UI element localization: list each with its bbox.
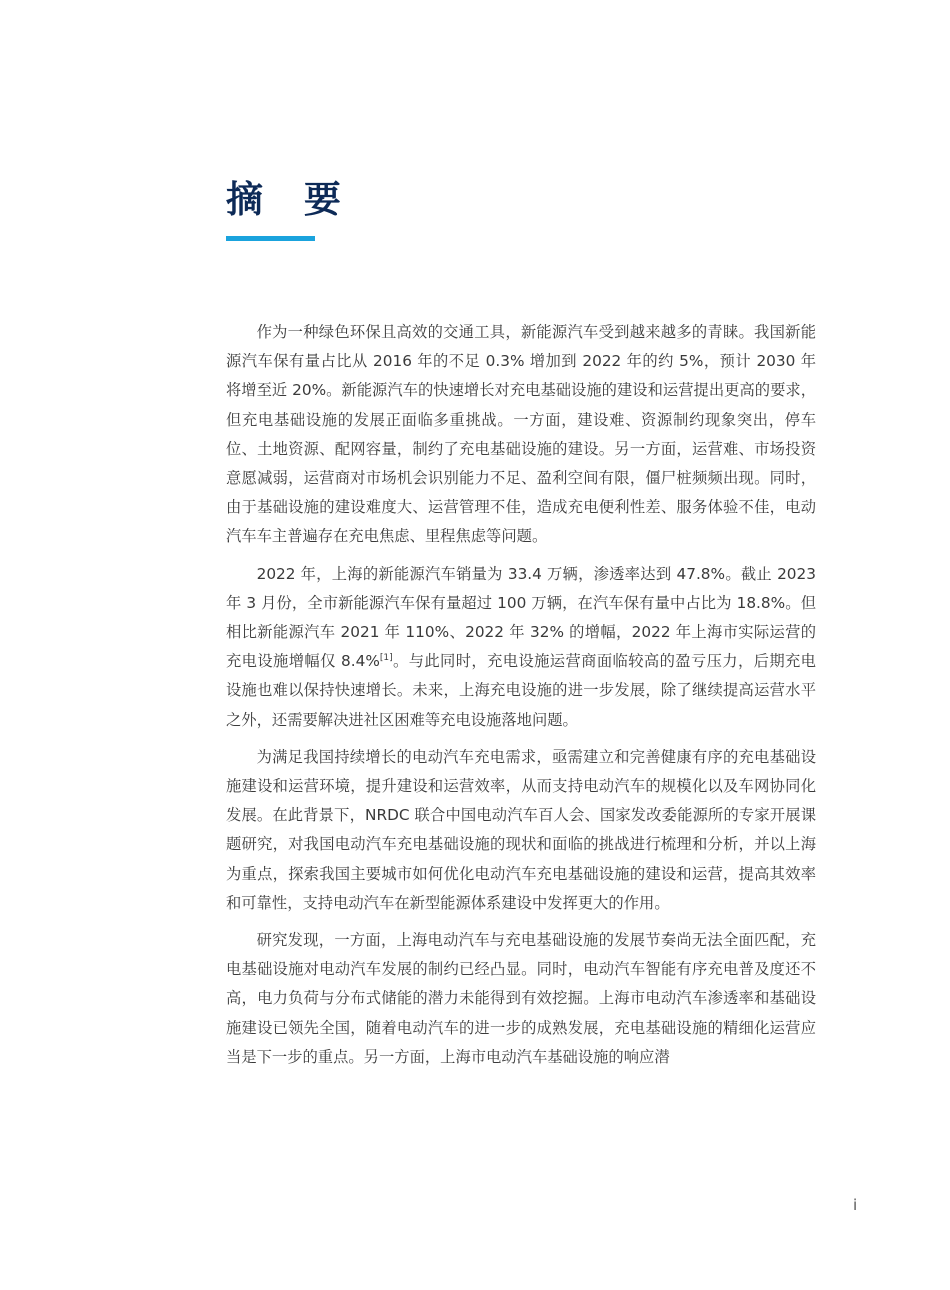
paragraph-4: 研究发现，一方面，上海电动汽车与充电基础设施的发展节奏尚无法全面匹配，充电基础设施对电动汽车发展的制约已经凸显。同时，电动汽车智能有序充电普及度还不高，电力负荷与分布式储能的潜力未能得到有效挖掘。上海市电动汽车渗透率和基础设施建设已领先全国，随着电动汽车的进一步的成熟发展，充电基础设施的精细化运营应当是下一步的重点。另一方面，上海市电动汽车基础设施的响应潜 bbox=[226, 931, 816, 1066]
paragraph-1: 作为一种绿色环保且高效的交通工具，新能源汽车受到越来越多的青睐。我国新能源汽车保有量占比从 2016 年的不足 0.3% 增加到 2022 年的约 5%，预计 2030 年将增至近 20%。新能源汽车的快速增长对充电基础设施的建设和运营提出更高的要求，但充电基础设施的发展正面临多重挑战。一方面，建设难、资源制约现象突出，停车位、土地资源、配网容量，制约了充电基础设施的建设。另一方面，运营难、市场投资意愿减弱，运营商对市场机会识别能力不足、盈利空间有限，僵尸桩频频出现。同时，由于基础设施的建设难度大、运营管理不佳，造成充电便利性差、服务体验不佳，电动汽车车主普遍存在充电焦虑、里程焦虑等问题。 bbox=[226, 323, 816, 546]
page-number: i bbox=[853, 1196, 858, 1214]
paragraph-2-text-after: 。与此同时，充电设施运营商面临较高的盈亏压力，后期充电设施也难以保持快速增长。未来，上海充电设施的进一步发展，除了继续提高运营水平之外，还需要解决进社区困难等充电设施落地问题。 bbox=[226, 652, 816, 729]
page-title: 摘 要 bbox=[226, 178, 355, 221]
paragraph-2-text-before: 2022 年，上海的新能源汽车销量为 33.4 万辆，渗透率达到 47.8%。截止 2023 年 3 月份，全市新能源汽车保有量超过 100 万辆，在汽车保有量中占比为 18.8%。但相比新能源汽车 2021 年 110%、2022 年 32% 的增幅，2022 年上海市实际运营的充电设施增幅仅 8.4% bbox=[226, 564, 816, 671]
footnote-reference[interactable]: [1] bbox=[379, 653, 393, 664]
summary-body bbox=[226, 318, 816, 1080]
title-underline bbox=[226, 236, 315, 241]
paragraph-2 bbox=[226, 560, 816, 735]
paragraph-3: 为满足我国持续增长的电动汽车充电需求，亟需建立和完善健康有序的充电基础设施建设和运营环境，提升建设和运营效率，从而支持电动汽车的规模化以及车网协同化发展。在此背景下，NRDC 联合中国电动汽车百人会、国家发改委能源所的专家开展课题研究，对我国电动汽车充电基础设施的现状和面临的挑战进行梳理和分析，并以上海为重点，探索我国主要城市如何优化电动汽车充电基础设施的建设和运营，提高其效率和可靠性，支持电动汽车在新型能源体系建设中发挥更大的作用。 bbox=[226, 747, 816, 912]
